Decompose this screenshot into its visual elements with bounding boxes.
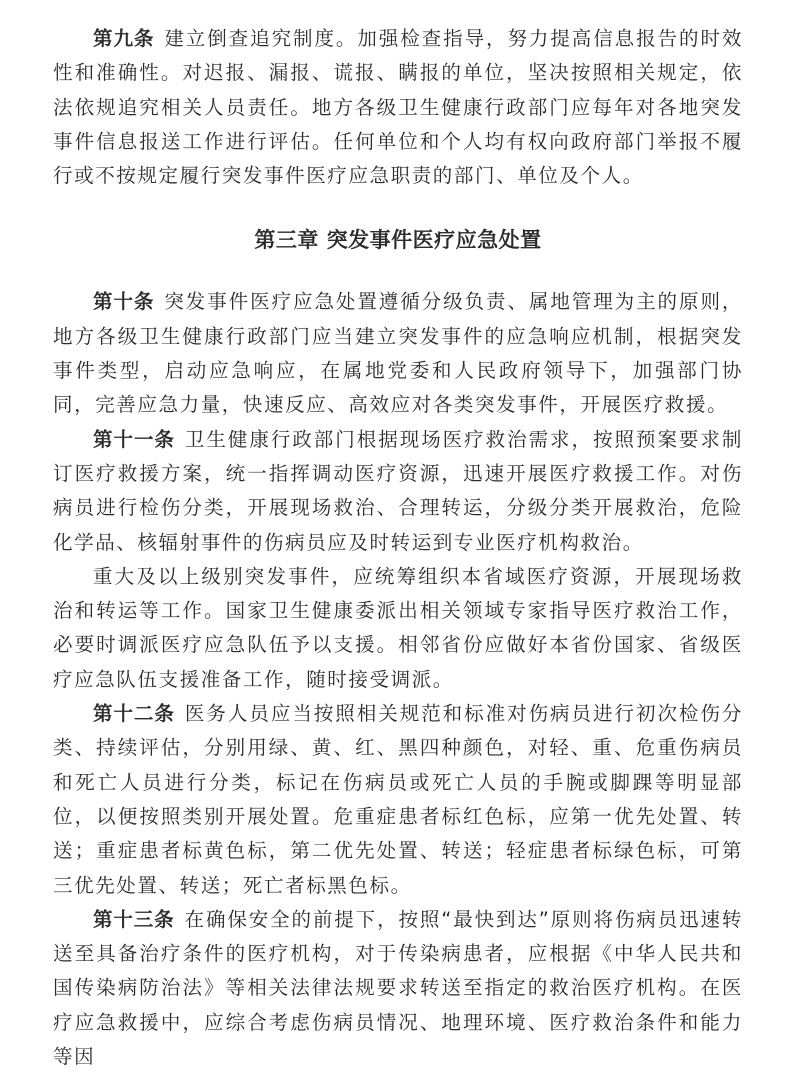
article-9 <box>53 22 743 193</box>
article-11-lead: 第十一条 <box>93 427 175 451</box>
article-13 <box>53 903 743 1074</box>
article-10-lead: 第十条 <box>93 290 155 314</box>
document-page <box>53 22 743 1074</box>
article-13-lead: 第十三条 <box>93 907 175 931</box>
article-13-text: 在确保安全的前提下，按照“最快到达”原则将伤病员迅速转送至具备治疗条件的医疗机构，对于传染病患者，应根据《中华人民共和国传染病防治法》等相关法律法规要求转送至指定的救治医疗机构。在医疗应急救援中，应综合考虑伤病员情况、地理环境、医疗救治条件和能力等因 <box>53 907 743 1069</box>
article-9-text: 建立倒查追究制度。加强检查指导，努力提高信息报告的时效性和准确性。对迟报、漏报、谎报、瞒报的单位，坚决按照相关规定，依法依规追究相关人员责任。地方各级卫生健康行政部门应每年对各地突发事件信息报送工作进行评估。任何单位和个人均有权向政府部门举报不履行或不按规定履行突发事件医疗应急职责的部门、单位及个人。 <box>53 27 743 188</box>
article-11-paragraph-2-text: 重大及以上级别突发事件，应统筹组织本省域医疗资源，开展现场救治和转运等工作。国家卫生健康委派出相关领域专家指导医疗救治工作，必要时调派医疗应急队伍予以支援。相邻省份应做好本省份国家、省级医疗应急队伍支援准备工作，随时接受调派。 <box>53 564 743 691</box>
article-10-text: 突发事件医疗应急处置遵循分级负责、属地管理为主的原则，地方各级卫生健康行政部门应当建立突发事件的应急响应机制，根据突发事件类型，启动应急响应，在属地党委和人民政府领导下，加强部门协同，完善应急力量，快速反应、高效应对各类突发事件，开展医疗救援。 <box>53 290 743 417</box>
article-11-paragraph-2 <box>53 560 743 697</box>
article-9-lead: 第九条 <box>93 27 155 50</box>
article-12 <box>53 697 743 903</box>
article-12-text: 医务人员应当按照相关规范和标准对伤病员进行初次检伤分类、持续评估，分别用绿、黄、红、黑四种颜色，对轻、重、危重伤病员和死亡人员进行分类，标记在伤病员或死亡人员的手腕或脚踝等明显部位，以便按照类别开展处置。危重症患者标红色标，应第一优先处置、转送；重症患者标黄色标，第二优先处置、转送；轻症患者标绿色标，可第三优先处置、转送；死亡者标黑色标。 <box>53 702 743 897</box>
article-12-lead: 第十二条 <box>93 702 175 726</box>
chapter-title: 第三章 突发事件医疗应急处置 <box>254 228 542 253</box>
article-11-text: 卫生健康行政部门根据现场医疗救治需求，按照预案要求制订医疗救援方案，统一指挥调动医疗资源，迅速开展医疗救援工作。对伤病员进行检伤分类，开展现场救治、合理转运，分级分类开展救治，危险化学品、核辐射事件的伤病员应及时转运到专业医疗机构救治。 <box>53 427 743 554</box>
article-10 <box>53 285 743 422</box>
article-11 <box>53 423 743 560</box>
